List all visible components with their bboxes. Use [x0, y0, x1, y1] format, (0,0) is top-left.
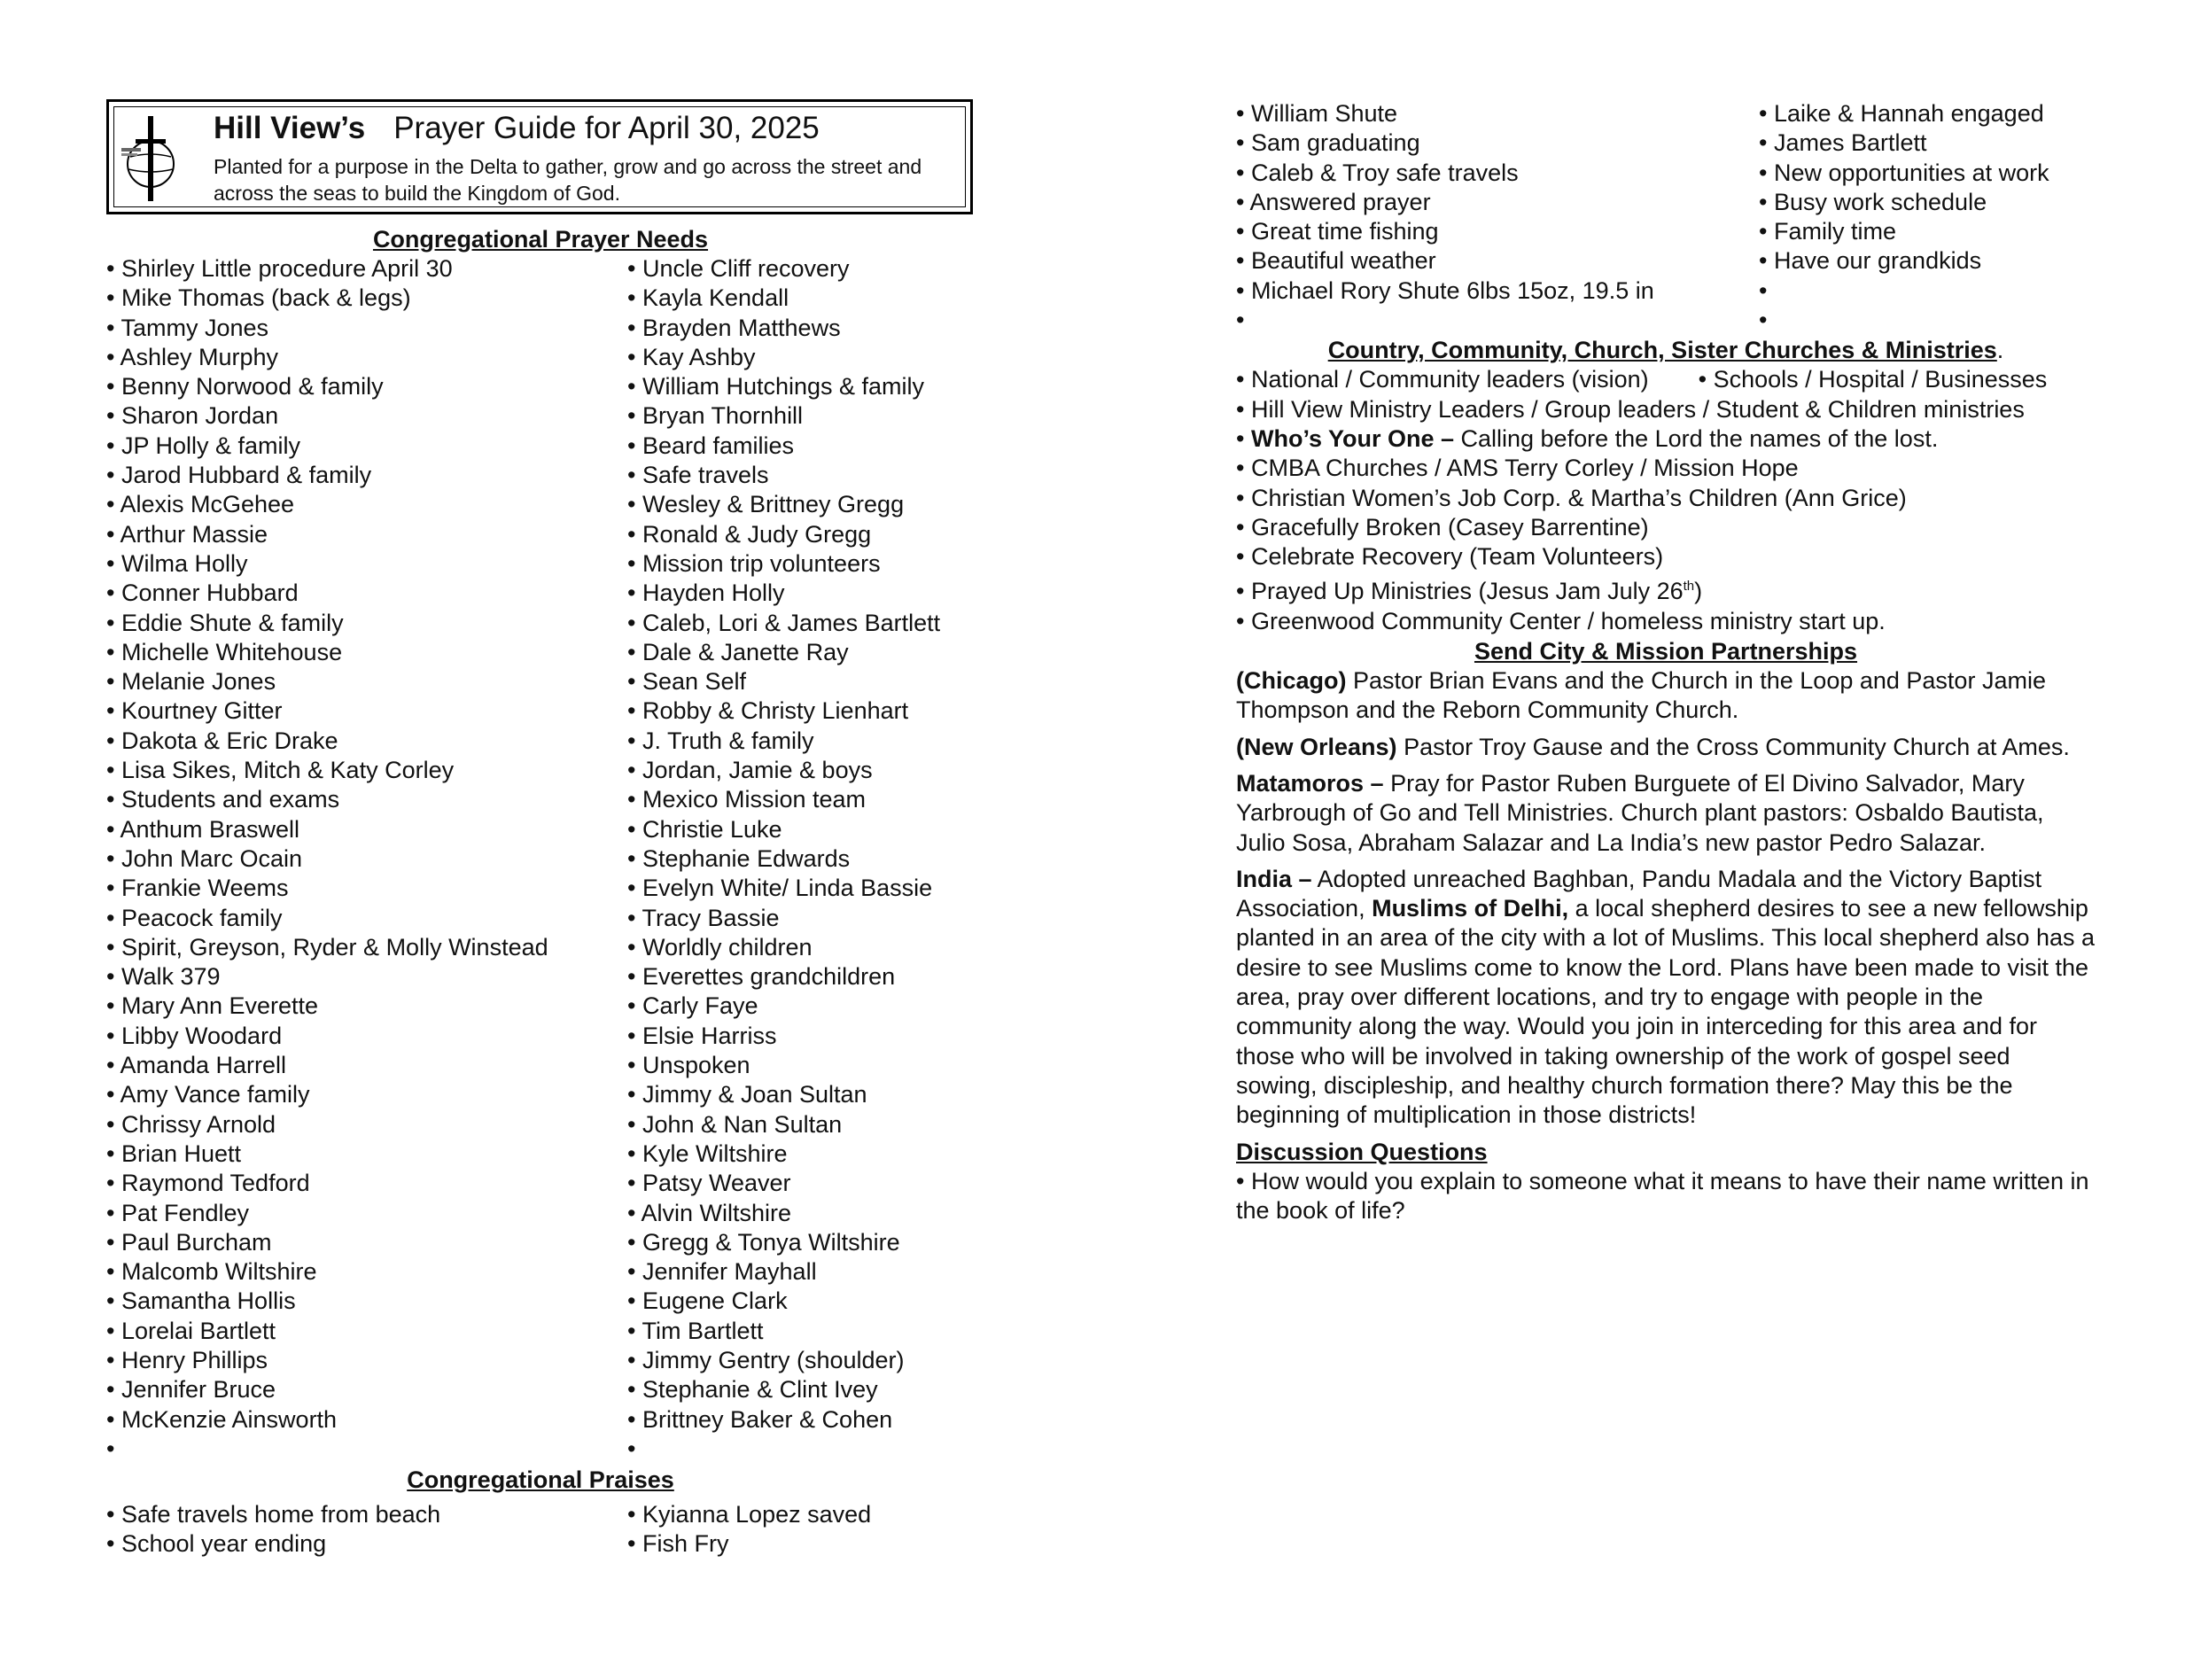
- praise-item: • Michael Rory Shute 6lbs 15oz, 19.5 in: [1236, 276, 1759, 306]
- praises-continued-column-1: [1236, 99, 1759, 335]
- prayer-need-item: • Worldly children: [627, 933, 975, 962]
- prayer-need-item: • Sharon Jordan: [106, 401, 627, 431]
- praise-item: • Fish Fry: [627, 1529, 975, 1559]
- praise-item: [1236, 306, 1759, 335]
- praise-item: • Busy work schedule: [1759, 188, 2096, 217]
- praise-item: • Kyianna Lopez saved: [627, 1500, 975, 1529]
- praises-heading: Congregational Praises: [407, 1466, 674, 1494]
- praise-item: • School year ending: [106, 1529, 627, 1559]
- prayer-need-item: • Pat Fendley: [106, 1199, 627, 1228]
- prayer-need-item: • Jimmy & Joan Sultan: [627, 1080, 975, 1109]
- country-heading-period: .: [1996, 337, 2004, 364]
- prayer-need-item: • Ronald & Judy Gregg: [627, 520, 975, 549]
- discussion-question: • How would you explain to someone what it means to have their name written in the book of life?: [1236, 1167, 2089, 1224]
- prayer-need-item: • Kyle Wiltshire: [627, 1139, 975, 1169]
- prayer-need-item: [627, 1435, 975, 1464]
- praise-item: • James Bartlett: [1759, 128, 2096, 158]
- prayer-need-item: • Spirit, Greyson, Ryder & Molly Winstead: [106, 933, 627, 962]
- country-item: • Prayed Up Ministries (Jesus Jam July 26th): [1236, 578, 1703, 605]
- prayer-need-item: • Brian Huett: [106, 1139, 627, 1169]
- prayer-need-item: • Alexis McGehee: [106, 490, 627, 519]
- prayer-need-item: • Jimmy Gentry (shoulder): [627, 1346, 975, 1375]
- prayer-need-item: • Mexico Mission team: [627, 785, 975, 814]
- praises-list: [106, 1500, 975, 1559]
- guide-title: Prayer Guide for April 30, 2025: [393, 111, 820, 145]
- header-box: [106, 99, 973, 214]
- prayer-need-item: • Jennifer Bruce: [106, 1375, 627, 1404]
- prayed-up-text: Prayed Up Ministries (Jesus Jam July 26: [1250, 578, 1684, 605]
- prayer-need-item: • Michelle Whitehouse: [106, 638, 627, 667]
- prayer-need-item: • Samantha Hollis: [106, 1287, 627, 1316]
- country-list: [1236, 365, 2096, 636]
- prayer-need-item: • McKenzie Ainsworth: [106, 1405, 627, 1435]
- prayer-need-item: • Evelyn White/ Linda Bassie: [627, 874, 975, 903]
- india-text-b: a local shepherd desires to see a new fellowship planted in an area of the city with a lot of Muslims. This local shepherd also has a desire to see Muslims come to know the Lord. Plans have been made to visit the area, pray over different locations, and try to engage with people in the community along the way. Would you join in interceding for this area and for those who will be involved in taking ownership of the work of gospel seed sowing, discipleship, and healthy church formation there? May this be the beginning of multiplication in those districts!: [1236, 895, 2096, 1129]
- prayer-need-item: • Henry Phillips: [106, 1346, 627, 1375]
- prayer-need-item: • Tracy Bassie: [627, 904, 975, 933]
- whos-your-one: Who’s Your One –: [1250, 424, 1454, 452]
- prayer-need-item: • Melanie Jones: [106, 667, 627, 696]
- prayer-need-item: • John & Nan Sultan: [627, 1110, 975, 1139]
- country-item: • Celebrate Recovery (Team Volunteers): [1236, 542, 2096, 572]
- india-text-a: Adopted unreached Baghban, Pandu Madala and the Victory Baptist Association,: [1236, 865, 2042, 922]
- prayer-need-item: • Christie Luke: [627, 815, 975, 844]
- prayer-need-item: • Robby & Christy Lienhart: [627, 696, 975, 726]
- right-column: [1236, 99, 2096, 1233]
- praise-item: • Safe travels home from beach: [106, 1500, 627, 1529]
- prayer-need-item: • Tammy Jones: [106, 314, 627, 343]
- prayer-need-item: [106, 1435, 627, 1464]
- country-item: • Christian Women’s Job Corp. & Martha’s Children (Ann Grice): [1236, 484, 2096, 513]
- prayer-need-item: • Libby Woodard: [106, 1022, 627, 1051]
- praise-item: • Beautiful weather: [1236, 246, 1759, 276]
- country-item: • Greenwood Community Center / homeless ministry start up.: [1236, 607, 2096, 636]
- needs-column-2: [627, 254, 975, 1464]
- prayer-need-item: • Sean Self: [627, 667, 975, 696]
- prayer-need-item: • Uncle Cliff recovery: [627, 254, 975, 284]
- matamoros-label: Matamoros –: [1236, 769, 1384, 797]
- national-leaders: • National / Community leaders (vision): [1236, 366, 1649, 393]
- prayer-need-item: • Mary Ann Everette: [106, 992, 627, 1021]
- prayer-need-item: • Patsy Weaver: [627, 1169, 975, 1198]
- prayer-need-item: • Frankie Weems: [106, 874, 627, 903]
- prayer-need-item: • Eugene Clark: [627, 1287, 975, 1316]
- praise-item: • Caleb & Troy safe travels: [1236, 159, 1759, 188]
- prayer-need-item: • Jennifer Mayhall: [627, 1257, 975, 1287]
- praises-continued-column-2: [1759, 99, 2096, 335]
- prayer-need-item: • Hayden Holly: [627, 579, 975, 608]
- prayer-need-item: • Kay Ashby: [627, 343, 975, 372]
- prayer-need-item: • Dakota & Eric Drake: [106, 727, 627, 756]
- country-item: • Hill View Ministry Leaders / Group leaders / Student & Children ministries: [1236, 395, 2096, 424]
- prayer-need-item: • Mike Thomas (back & legs): [106, 284, 627, 313]
- prayer-need-item: • Dale & Janette Ray: [627, 638, 975, 667]
- praise-item: • New opportunities at work: [1759, 159, 2096, 188]
- india-label: India –: [1236, 865, 1312, 892]
- chicago-text: Pastor Brian Evans and the Church in the Loop and Pastor Jamie Thompson and the Reborn Community Church.: [1236, 667, 2046, 724]
- prayer-need-item: • Amanda Harrell: [106, 1051, 627, 1080]
- prayer-need-item: • Everettes grandchildren: [627, 962, 975, 992]
- neworleans-label: (New Orleans): [1236, 733, 1397, 760]
- prayer-need-item: • Raymond Tedford: [106, 1169, 627, 1198]
- prayer-need-item: • Peacock family: [106, 904, 627, 933]
- prayer-need-item: • Kourtney Gitter: [106, 696, 627, 726]
- praise-item: [1759, 306, 2096, 335]
- praises-continued: [1236, 99, 2096, 335]
- prayer-need-item: • Gregg & Tonya Wiltshire: [627, 1228, 975, 1257]
- prayer-need-item: • Jarod Hubbard & family: [106, 461, 627, 490]
- praise-item: • William Shute: [1236, 99, 1759, 128]
- prayer-need-item: • Bryan Thornhill: [627, 401, 975, 431]
- needs-column-1: [106, 254, 627, 1464]
- matamoros-text: Pray for Pastor Ruben Burguete of El Divino Salvador, Mary Yarbrough of Go and Tell Ministries. Church plant pastors: Osbaldo Bautista, Julio Sosa, Abraham Salazar and La India’s new pastor Pedro Salazar.: [1236, 769, 2044, 856]
- prayer-need-item: • Caleb, Lori & James Bartlett: [627, 609, 975, 638]
- india-paragraph: [1236, 865, 2096, 1131]
- prayer-need-item: • Safe travels: [627, 461, 975, 490]
- country-item: • CMBA Churches / AMS Terry Corley / Mission Hope: [1236, 454, 2096, 483]
- prayer-need-item: • Shirley Little procedure April 30: [106, 254, 627, 284]
- prayed-up-end: ): [1694, 578, 1703, 605]
- prayer-need-item: • J. Truth & family: [627, 727, 975, 756]
- chicago-paragraph: [1236, 666, 2096, 726]
- prayer-need-item: • Carly Faye: [627, 992, 975, 1021]
- discussion-question-text: How would you explain to someone what it means to have their name written in the book of life?: [1236, 1167, 2089, 1224]
- prayer-need-item: • Kayla Kendall: [627, 284, 975, 313]
- country-item: • Who’s Your One – Calling before the Lord the names of the lost.: [1236, 424, 1939, 452]
- discussion-heading: Discussion Questions: [1236, 1138, 1488, 1165]
- praise-item: • Have our grandkids: [1759, 246, 2096, 276]
- needs-list: [106, 254, 975, 1464]
- country-heading-row: [1236, 336, 2096, 365]
- country-heading: Country, Community, Church, Sister Churches & Ministries: [1327, 337, 1997, 364]
- prayer-need-item: • Lorelai Bartlett: [106, 1317, 627, 1346]
- neworleans-text: Pastor Troy Gause and the Cross Community Church at Ames.: [1396, 733, 2070, 760]
- left-column: [106, 99, 975, 1559]
- prayer-need-item: • Wesley & Brittney Gregg: [627, 490, 975, 519]
- whos-your-one-text: Calling before the Lord the names of the lost.: [1454, 424, 1939, 452]
- prayer-need-item: • Stephanie Edwards: [627, 844, 975, 874]
- send-heading: Send City & Mission Partnerships: [1474, 638, 1858, 665]
- prayer-need-item: • Students and exams: [106, 785, 627, 814]
- prayer-need-item: • JP Holly & family: [106, 432, 627, 461]
- prayer-need-item: • Wilma Holly: [106, 549, 627, 579]
- schools-hospital: • Schools / Hospital / Businesses: [1699, 366, 2048, 393]
- prayer-need-item: • Walk 379: [106, 962, 627, 992]
- country-item: • Gracefully Broken (Casey Barrentine): [1236, 513, 2096, 542]
- prayer-need-item: • Tim Bartlett: [627, 1317, 975, 1346]
- prayer-need-item: • Mission trip volunteers: [627, 549, 975, 579]
- praises-column-1: [106, 1500, 627, 1559]
- prayer-need-item: • Paul Burcham: [106, 1228, 627, 1257]
- prayer-need-item: • Stephanie & Clint Ivey: [627, 1375, 975, 1404]
- praise-item: • Family time: [1759, 217, 2096, 246]
- prayer-need-item: • Malcomb Wiltshire: [106, 1257, 627, 1287]
- header-subtitle: Planted for a purpose in the Delta to gather, grow and go across the street and across the seas to build the Kingdom of God.: [214, 155, 922, 205]
- ordinal-suffix: th: [1683, 579, 1695, 595]
- chicago-label: (Chicago): [1236, 667, 1347, 695]
- prayer-need-item: • Beard families: [627, 432, 975, 461]
- prayer-need-item: • Arthur Massie: [106, 520, 627, 549]
- country-item: [1236, 365, 2096, 394]
- prayer-need-item: • Elsie Harriss: [627, 1022, 975, 1051]
- prayer-need-item: • Alvin Wiltshire: [627, 1199, 975, 1228]
- prayer-need-item: • Benny Norwood & family: [106, 372, 627, 401]
- prayer-need-item: • Jordan, Jamie & boys: [627, 756, 975, 785]
- header-title: [214, 111, 820, 146]
- prayer-need-item: • Amy Vance family: [106, 1080, 627, 1109]
- prayer-need-item: • Eddie Shute & family: [106, 609, 627, 638]
- prayer-need-item: • Unspoken: [627, 1051, 975, 1080]
- church-cross-logo: [120, 113, 182, 205]
- prayer-need-item: • William Hutchings & family: [627, 372, 975, 401]
- neworleans-paragraph: [1236, 733, 2096, 762]
- praise-item: • Answered prayer: [1236, 188, 1759, 217]
- praise-item: • Laike & Hannah engaged: [1759, 99, 2096, 128]
- praise-item: • Sam graduating: [1236, 128, 1759, 158]
- prayer-need-item: • Brayden Matthews: [627, 314, 975, 343]
- prayer-need-item: • Lisa Sikes, Mitch & Katy Corley: [106, 756, 627, 785]
- prayer-need-item: • Chrissy Arnold: [106, 1110, 627, 1139]
- prayer-need-item: • John Marc Ocain: [106, 844, 627, 874]
- prayer-need-item: • Conner Hubbard: [106, 579, 627, 608]
- matamoros-paragraph: [1236, 769, 2096, 858]
- praises-column-2: [627, 1500, 975, 1559]
- praise-item: • Great time fishing: [1236, 217, 1759, 246]
- praise-item: [1759, 276, 2096, 306]
- church-name: Hill View’s: [214, 111, 366, 145]
- prayer-need-item: • Ashley Murphy: [106, 343, 627, 372]
- prayer-need-item: • Brittney Baker & Cohen: [627, 1405, 975, 1435]
- muslims-of-delhi: Muslims of Delhi,: [1372, 895, 1569, 922]
- needs-heading: Congregational Prayer Needs: [372, 226, 709, 253]
- prayer-need-item: • Anthum Braswell: [106, 815, 627, 844]
